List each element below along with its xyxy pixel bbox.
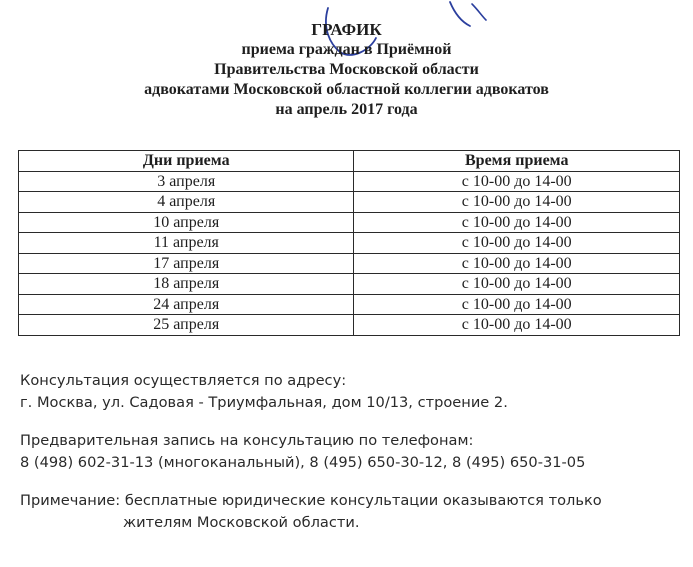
time-cell: с 10-00 до 14-00 — [354, 192, 680, 213]
table-row — [19, 171, 680, 192]
table-row — [19, 294, 680, 315]
day-cell: 25 апреля — [19, 315, 354, 336]
day-cell: 17 апреля — [19, 253, 354, 274]
day-cell: 10 апреля — [19, 212, 354, 233]
day-cell: 11 апреля — [19, 233, 354, 254]
time-cell: с 10-00 до 14-00 — [354, 294, 680, 315]
day-cell: 24 апреля — [19, 294, 354, 315]
table-row — [19, 253, 680, 274]
header-line-2: приема граждан в Приёмной — [241, 41, 452, 58]
header-line-3: Правительства Московской области — [214, 61, 479, 78]
time-cell: с 10-00 до 14-00 — [354, 171, 680, 192]
time-cell: с 10-00 до 14-00 — [354, 212, 680, 233]
day-cell: 3 апреля — [19, 171, 354, 192]
phone-numbers: 8 (498) 602-31-13 (многоканальный), 8 (495) 650-30-12, 8 (495) 650-31-05 — [20, 454, 586, 471]
document-title: ГРАФИК — [311, 20, 382, 39]
table-row — [19, 233, 680, 254]
table-row — [19, 315, 680, 336]
day-cell: 18 апреля — [19, 274, 354, 295]
column-header-day: Дни приема — [19, 151, 354, 172]
address-text: г. Москва, ул. Садовая - Триумфальная, дом 10/13, строение 2. — [20, 394, 508, 411]
table-row — [19, 212, 680, 233]
note-line-2: жителям Московской области. — [123, 514, 360, 531]
column-header-time: Время приема — [354, 151, 680, 172]
header-line-4: адвокатами Московской областной коллегии адвокатов — [144, 81, 549, 98]
notes-section — [20, 370, 685, 534]
table-row — [19, 192, 680, 213]
day-cell: 4 апреля — [19, 192, 354, 213]
time-cell: с 10-00 до 14-00 — [354, 233, 680, 254]
time-cell: с 10-00 до 14-00 — [354, 253, 680, 274]
note-line-1: Примечание: бесплатные юридические консультации оказываются только — [20, 492, 602, 509]
table-header-row — [19, 151, 680, 172]
header-line-5: на апрель 2017 года — [275, 101, 418, 118]
schedule-table — [18, 150, 680, 336]
time-cell: с 10-00 до 14-00 — [354, 315, 680, 336]
address-intro: Консультация осуществляется по адресу: — [20, 372, 347, 389]
time-cell: с 10-00 до 14-00 — [354, 274, 680, 295]
table-row — [19, 274, 680, 295]
document-header — [0, 20, 693, 120]
phone-intro: Предварительная запись на консультацию по телефонам: — [20, 432, 474, 449]
